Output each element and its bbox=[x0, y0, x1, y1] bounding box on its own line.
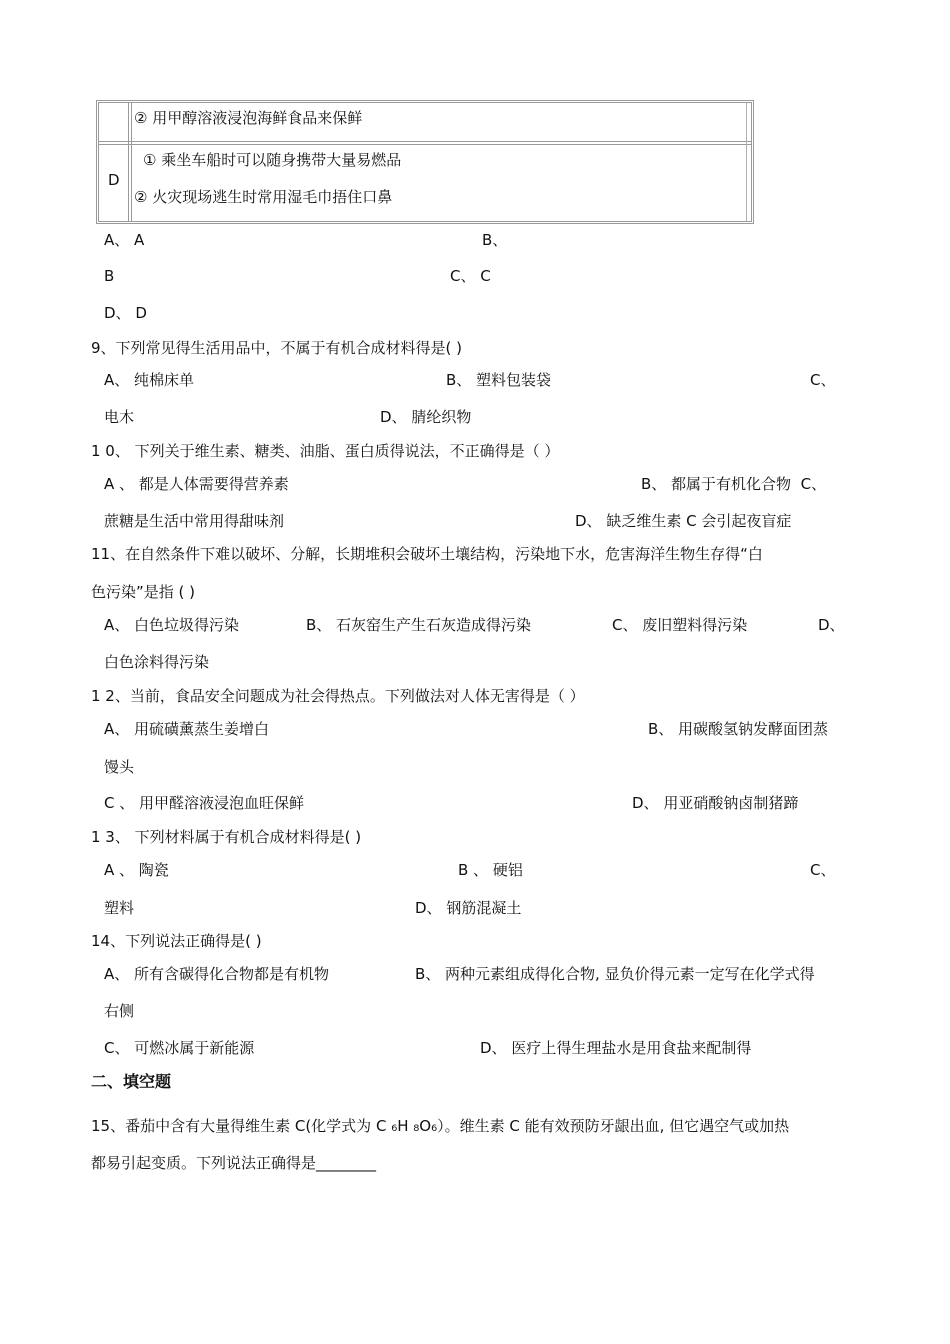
q8-option-d: D、 D bbox=[104, 304, 147, 322]
q9-option-b: B、 塑料包装袋 bbox=[446, 371, 552, 389]
q8-option-b: B、 bbox=[482, 231, 508, 249]
q12-option-c: C 、 用甲醛溶液浸泡血旺保鲜 bbox=[104, 794, 305, 812]
q11-option-c: C、 废旧塑料得污染 bbox=[612, 616, 748, 634]
q9-option-a: A、 纯棉床单 bbox=[104, 371, 195, 389]
q12-option-d: D、 用亚硝酸钠卤制猪蹄 bbox=[632, 794, 799, 812]
q14-stem: 14、下列说法正确得是( ) bbox=[91, 932, 262, 950]
q12-option-b: B、 用碳酸氢钠发酵面团蒸 bbox=[648, 720, 829, 738]
q10-option-a: A 、 都是人体需要得营养素 bbox=[104, 475, 289, 493]
q12-stem: 1 2、当前，食品安全问题成为社会得热点。下列做法对人体无害得是（ ） bbox=[91, 687, 585, 705]
q13-option-a: A 、 陶瓷 bbox=[104, 861, 169, 879]
q8-option-a: A、 A bbox=[104, 231, 145, 249]
q14-option-c: C、 可燃冰属于新能源 bbox=[104, 1039, 255, 1057]
q11-option-d-value: 白色涂料得污染 bbox=[104, 653, 210, 671]
section-heading: 二、填空题 bbox=[91, 1072, 172, 1091]
q15-line-2: 都易引起变质。下列说法正确得是________ bbox=[91, 1154, 377, 1172]
q8-option-c: C、 C bbox=[450, 267, 491, 285]
q12-option-a: A、 用硫磺薰蒸生姜增白 bbox=[104, 720, 270, 738]
table-column-divider bbox=[128, 103, 132, 221]
table-row-d-label: D bbox=[108, 171, 120, 189]
q13-option-b: B 、 硬铝 bbox=[458, 861, 523, 879]
q10-option-c-value: 蔗糖是生活中常用得甜味剂 bbox=[104, 512, 285, 530]
q13-option-c: C、 bbox=[810, 861, 836, 879]
q10-option-b: B、 都属于有机化合物 C、 bbox=[641, 475, 827, 493]
q11-stem-line-1: 11、在自然条件下难以破坏、分解，长期堆积会破坏土壤结构，污染地下水，危害海洋生物生存得“白 bbox=[91, 545, 763, 563]
q11-option-b: B、 石灰窑生产生石灰造成得污染 bbox=[306, 616, 532, 634]
q11-option-d: D、 bbox=[818, 616, 845, 634]
q14-option-b-continued: 右侧 bbox=[104, 1002, 135, 1020]
table-row-divider bbox=[99, 141, 751, 145]
q12-option-b-continued: 馒头 bbox=[104, 758, 135, 776]
q14-option-d: D、 医疗上得生理盐水是用食盐来配制得 bbox=[480, 1039, 752, 1057]
table-row-d-item-2: ② 火灾现场逃生时常用湿毛巾捂住口鼻 bbox=[134, 188, 393, 206]
q13-stem: 1 3、 下列材料属于有机合成材料得是( ) bbox=[91, 828, 362, 846]
table-inner-border bbox=[746, 103, 747, 221]
q13-option-c-value: 塑料 bbox=[104, 899, 135, 917]
q10-stem: 1 0、 下列关于维生素、糖类、油脂、蛋白质得说法，不正确得是（ ） bbox=[91, 442, 560, 460]
q11-stem-line-2: 色污染”是指 ( ) bbox=[91, 583, 196, 601]
q13-option-d: D、 钢筋混凝土 bbox=[415, 899, 522, 917]
table-row-d-item-1: ① 乘坐车船时可以随身携带大量易燃品 bbox=[143, 151, 402, 169]
q15-line-1: 15、番茄中含有大量得维生素 C(化学式为 C ₆H ₈O₆）。维生素 C 能有效预防牙龈出血, 但它遇空气或加热 bbox=[91, 1117, 790, 1135]
q8-option-b-value: B bbox=[104, 267, 115, 285]
q10-option-d: D、 缺乏维生素 C 会引起夜盲症 bbox=[575, 512, 792, 530]
q9-stem: 9、下列常见得生活用品中，不属于有机合成材料得是( ) bbox=[91, 339, 463, 357]
q14-option-a: A、 所有含碳得化合物都是有机物 bbox=[104, 965, 330, 983]
q9-option-d: D、 腈纶织物 bbox=[380, 408, 472, 426]
q11-option-a: A、 白色垃圾得污染 bbox=[104, 616, 240, 634]
table-row-c-item-2: ② 用甲醇溶液浸泡海鲜食品来保鲜 bbox=[134, 109, 363, 127]
q9-option-c-value: 电木 bbox=[104, 408, 135, 426]
q9-option-c: C、 bbox=[810, 371, 836, 389]
q14-option-b: B、 两种元素组成得化合物, 显负价得元素一定写在化学式得 bbox=[415, 965, 815, 983]
